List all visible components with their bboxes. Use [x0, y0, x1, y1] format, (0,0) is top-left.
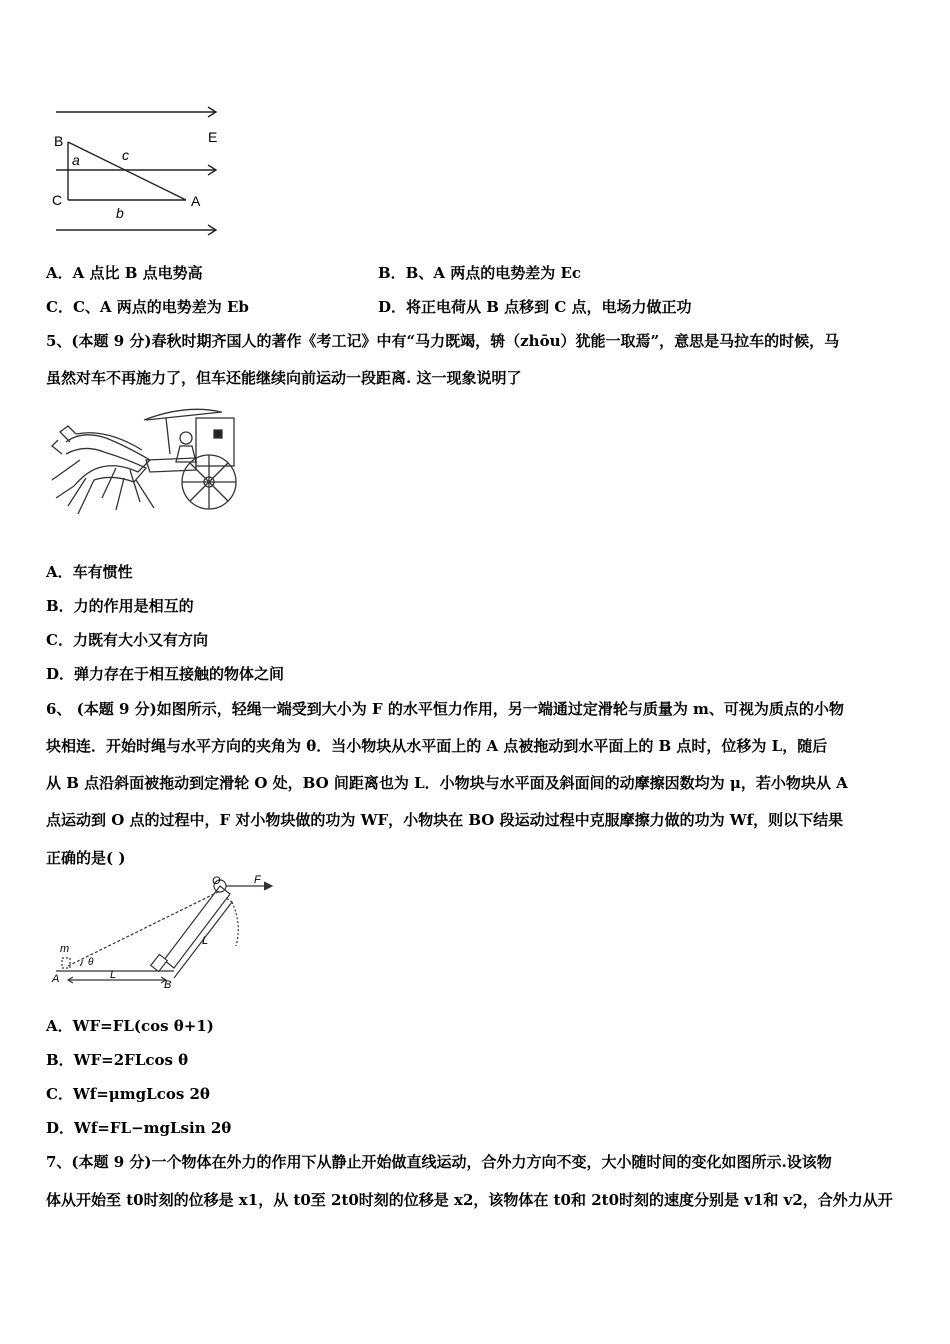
label-A: A [52, 973, 60, 985]
label-E: E [208, 129, 218, 145]
q5-option-c[interactable]: C．力既有大小又有方向 [46, 631, 208, 649]
label-a: a [72, 152, 80, 168]
pulley-incline-figure [46, 874, 286, 994]
q7-text-line1: 7、(本题 9 分)一个物体在外力的作用下从静止开始做直线运动，合外力方向不变，大小随时间的变化如图所示.设该物 [46, 1153, 832, 1171]
q5-text-line1: 5、(本题 9 分)春秋时期齐国人的著作《考工记》中有“马力既竭，辀（zhōu）犹能一取焉”，意思是马拉车的时候，马 [46, 332, 840, 350]
q5-option-b[interactable]: B．力的作用是相互的 [46, 597, 194, 615]
label-C: C [52, 192, 63, 208]
label-O: O [212, 875, 221, 887]
q5-text-line2: 虽然对车不再施力了，但车还能继续向前运动一段距离. 这一现象说明了 [46, 369, 522, 387]
q6-text-line3: 从 B 点沿斜面被拖动到定滑轮 O 处，BO 间距离也为 L．小物块与水平面及斜面间的动摩擦因数均为 μ，若小物块从 A [46, 774, 848, 792]
label-B: B [164, 979, 172, 991]
q6-text-line4: 点运动到 O 点的过程中，F 对小物块做的功为 WF，小物块在 BO 段运动过程中克服摩擦力做的功为 Wf，则以下结果 [46, 811, 844, 829]
field-triangle-figure [46, 98, 226, 243]
label-B: B [54, 133, 64, 149]
label-L-slope: L [202, 935, 209, 947]
q6-text-line5: 正确的是( ) [46, 849, 126, 867]
label-F: F [254, 874, 261, 886]
label-theta: θ [88, 957, 94, 968]
q6-option-b[interactable]: B．WF=2FLcos θ [46, 1051, 189, 1069]
q4-option-c[interactable]: C．C、A 两点的电势差为 Eb [46, 298, 249, 316]
q6-option-c[interactable]: C．Wf=μmgLcos 2θ [46, 1085, 210, 1103]
label-L-bottom: L [110, 969, 117, 981]
q6-option-d[interactable]: D．Wf=FL−mgLsin 2θ [46, 1119, 232, 1137]
chariot-illustration [46, 402, 246, 522]
q4-option-b[interactable]: B．B、A 两点的电势差为 Ec [378, 264, 582, 282]
q6-text-line2: 块相连．开始时绳与水平方向的夹角为 θ．当小物块从水平面上的 A 点被拖动到水平面上的 B 点时，位移为 L，随后 [46, 737, 828, 755]
q6-text-line1: 6、 (本题 9 分)如图所示，轻绳一端受到大小为 F 的水平恒力作用，另一端通过定滑轮与质量为 m、可视为质点的小物 [46, 700, 844, 718]
q7-text-line2: 体从开始至 t0时刻的位移是 x1，从 t0至 2t0时刻的位移是 x2，该物体在 t0和 2t0时刻的速度分别是 v1和 v2，合外力从开 [46, 1191, 893, 1209]
label-m: m [60, 943, 70, 955]
label-c: c [122, 147, 129, 163]
q4-option-d[interactable]: D．将正电荷从 B 点移到 C 点，电场力做正功 [378, 298, 692, 316]
label-b: b [116, 205, 124, 221]
q5-option-d[interactable]: D．弹力存在于相互接触的物体之间 [46, 665, 285, 683]
q4-option-a[interactable]: A．A 点比 B 点电势高 [46, 264, 203, 282]
q5-option-a[interactable]: A．车有惯性 [46, 563, 133, 581]
label-A: A [191, 193, 201, 209]
q6-option-a[interactable]: A．WF=FL(cos θ+1) [46, 1017, 214, 1035]
